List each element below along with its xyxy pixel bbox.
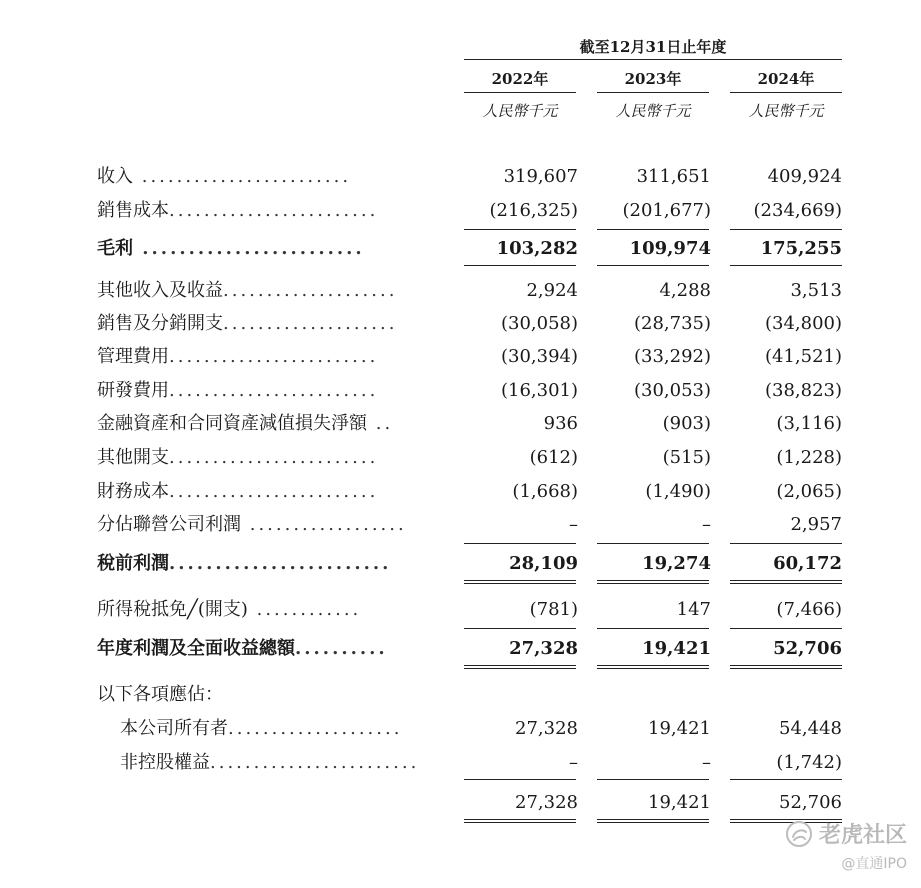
watermark — [785, 818, 907, 873]
row-label: 非控股權益........................ — [120, 752, 420, 773]
value-2024: (2,065) — [776, 481, 842, 502]
subtotal-rule — [730, 628, 842, 629]
subtotal-rule — [464, 543, 576, 544]
value-2023: 109,974 — [629, 238, 711, 259]
value-2024: 3,513 — [790, 280, 842, 301]
subtotal-rule — [464, 265, 576, 266]
subtotal-rule — [597, 265, 709, 266]
value-2022: 936 — [543, 413, 578, 434]
currency-header: 人民幣千元 — [482, 102, 558, 120]
value-2022: (612) — [529, 447, 578, 468]
value-2023: 311,651 — [636, 166, 711, 187]
subtotal-rule — [464, 628, 576, 629]
value-2023: 147 — [676, 599, 711, 620]
currency-header: 人民幣千元 — [615, 102, 691, 120]
value-2024: (38,823) — [764, 380, 842, 401]
value-2022: – — [569, 752, 578, 773]
value-2024: (7,466) — [776, 599, 842, 620]
double-rule — [597, 819, 709, 823]
value-2023: (1,490) — [645, 481, 711, 502]
section-heading — [0, 682, 921, 708]
double-rule — [464, 580, 576, 584]
value-2023: 19,421 — [642, 638, 711, 659]
row-label: 年度利潤及全面收益總額.......... — [97, 638, 388, 659]
row-label: 本公司所有者.................... — [120, 718, 403, 739]
double-rule — [730, 580, 842, 584]
value-2023: 19,421 — [648, 718, 711, 739]
value-2024: 2,957 — [790, 514, 842, 535]
subtotal-rule — [464, 779, 576, 780]
table-row-total — [0, 636, 921, 662]
table-row — [0, 198, 921, 224]
row-label: 收入 ........................ — [97, 166, 352, 187]
value-2023: 19,274 — [642, 553, 711, 574]
year-header-2022: 2022年 — [491, 70, 549, 88]
value-2022: 319,607 — [503, 166, 578, 187]
table-row-total — [0, 551, 921, 577]
double-rule — [730, 665, 842, 669]
value-2022: 27,328 — [509, 638, 578, 659]
value-2022: (216,325) — [489, 200, 578, 221]
row-label: 金融資產和合同資產減值損失淨額 .. — [97, 413, 394, 434]
subtotal-rule — [597, 543, 709, 544]
year-underline — [597, 92, 709, 93]
subtotal-rule — [730, 543, 842, 544]
row-label: 稅前利潤........................ — [97, 553, 392, 574]
value-2023: – — [702, 514, 711, 535]
year-header-2024: 2024年 — [757, 70, 815, 88]
subtotal-rule — [730, 265, 842, 266]
period-underline — [464, 59, 842, 60]
value-2023: (515) — [662, 447, 711, 468]
value-2022: (30,394) — [500, 346, 578, 367]
value-2024: 54,448 — [779, 718, 842, 739]
period-header: 截至12月31日止年度 — [579, 38, 727, 56]
value-2022: – — [569, 514, 578, 535]
table-row — [0, 512, 921, 538]
row-label: 其他開支........................ — [97, 447, 379, 468]
table-row — [0, 164, 921, 190]
value-2022: 28,109 — [509, 553, 578, 574]
table-row — [0, 278, 921, 304]
value-2023: 19,421 — [648, 792, 711, 813]
currency-header: 人民幣千元 — [748, 102, 824, 120]
table-row-total — [0, 790, 921, 816]
row-label: 管理費用........................ — [97, 346, 379, 367]
table-row — [0, 445, 921, 471]
double-rule — [597, 665, 709, 669]
value-2022: 2,924 — [526, 280, 578, 301]
table-row — [0, 479, 921, 505]
row-label: 毛利 ........................ — [97, 238, 365, 259]
value-2022: 27,328 — [515, 792, 578, 813]
value-2023: (903) — [662, 413, 711, 434]
value-2024: (234,669) — [753, 200, 842, 221]
value-2023: (201,677) — [622, 200, 711, 221]
tiger-logo-icon — [785, 820, 813, 848]
value-2022: 27,328 — [515, 718, 578, 739]
value-2024: (41,521) — [764, 346, 842, 367]
double-rule — [464, 819, 576, 823]
subtotal-rule — [597, 628, 709, 629]
year-underline — [730, 92, 842, 93]
double-rule — [597, 580, 709, 584]
table-row — [0, 411, 921, 437]
row-label: 財務成本........................ — [97, 481, 379, 502]
table-row — [0, 597, 921, 623]
row-label: 銷售成本........................ — [97, 200, 379, 221]
double-rule — [464, 665, 576, 669]
subtotal-rule — [464, 229, 576, 230]
value-2023: (30,053) — [633, 380, 711, 401]
table-row — [0, 378, 921, 404]
value-2023: (33,292) — [633, 346, 711, 367]
year-underline — [464, 92, 576, 93]
value-2022: (1,668) — [512, 481, 578, 502]
subtotal-rule — [730, 229, 842, 230]
subtotal-rule — [730, 779, 842, 780]
subtotal-rule — [597, 779, 709, 780]
value-2024: 60,172 — [773, 553, 842, 574]
value-2024: 409,924 — [767, 166, 842, 187]
value-2022: 103,282 — [496, 238, 578, 259]
value-2023: – — [702, 752, 711, 773]
value-2023: (28,735) — [633, 313, 711, 334]
row-label: 所得稅抵免╱(開支) ............ — [97, 599, 362, 620]
row-label: 分佔聯營公司利潤 .................. — [97, 514, 407, 535]
value-2024: (34,800) — [764, 313, 842, 334]
table-row-total — [0, 236, 921, 262]
value-2024: (1,742) — [776, 752, 842, 773]
table-row — [0, 750, 921, 776]
row-label: 以下各項應佔： — [97, 684, 223, 705]
table-row — [0, 311, 921, 337]
row-label: 銷售及分銷開支.................... — [97, 313, 398, 334]
value-2022: (781) — [529, 599, 578, 620]
value-2024: 52,706 — [773, 638, 842, 659]
watermark-source: @直通IPO — [841, 856, 907, 872]
table-row — [0, 344, 921, 370]
row-label: 其他收入及收益.................... — [97, 280, 398, 301]
value-2023: 4,288 — [659, 280, 711, 301]
value-2022: (16,301) — [500, 380, 578, 401]
row-label: 研發費用........................ — [97, 380, 379, 401]
value-2024: (3,116) — [776, 413, 842, 434]
year-header-2023: 2023年 — [624, 70, 682, 88]
value-2024: 175,255 — [760, 238, 842, 259]
value-2024: 52,706 — [779, 792, 842, 813]
watermark-brand: 老虎社区 — [818, 823, 907, 848]
subtotal-rule — [597, 229, 709, 230]
value-2022: (30,058) — [500, 313, 578, 334]
value-2024: (1,228) — [776, 447, 842, 468]
table-row — [0, 716, 921, 742]
